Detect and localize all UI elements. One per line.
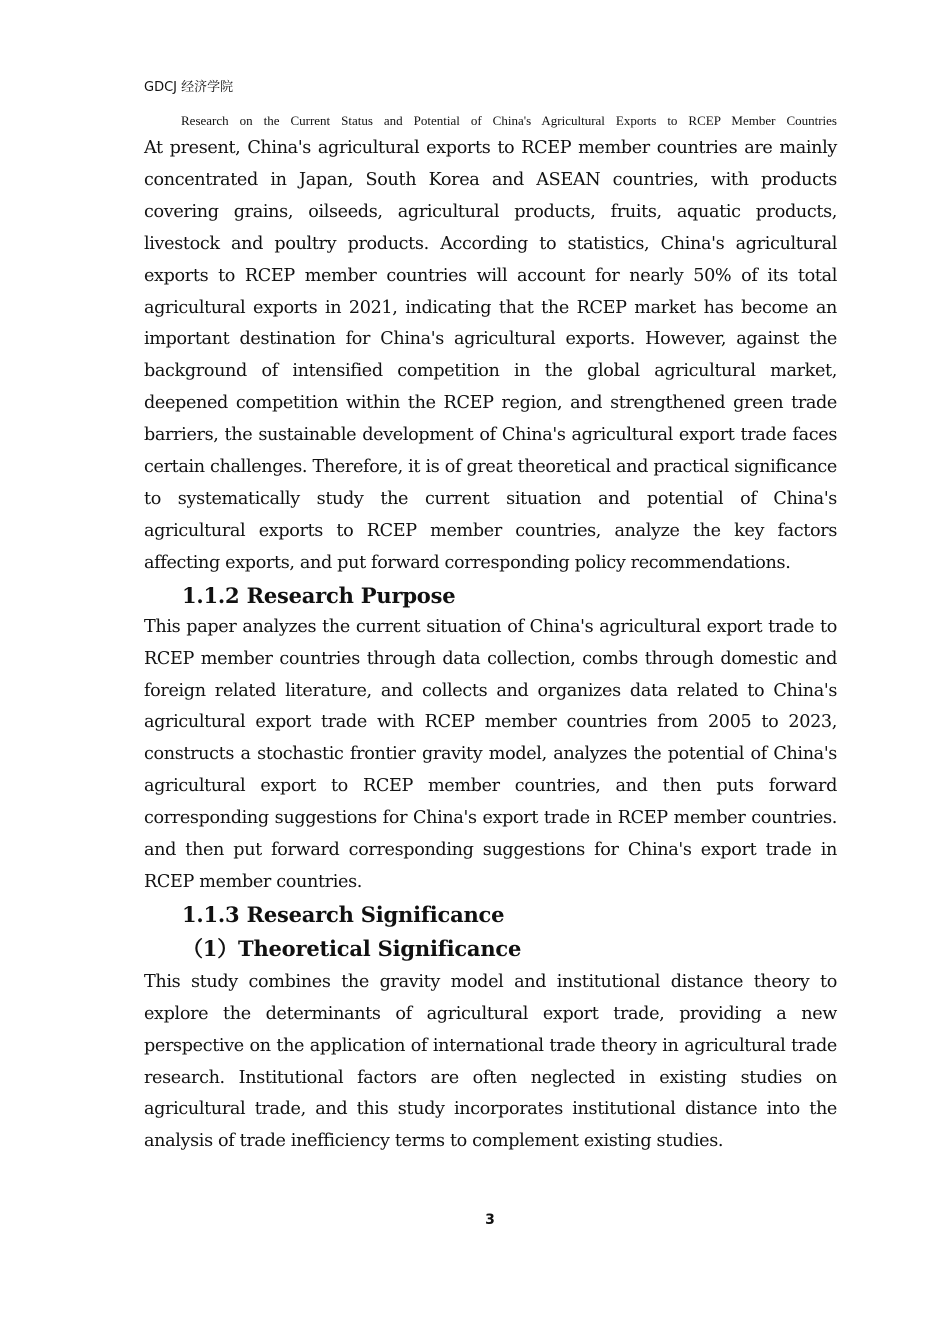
section-heading-research-significance: 1.1.3 Research Significance <box>182 901 505 927</box>
subsection-heading-theoretical-significance: （1）Theoretical Significance <box>182 935 522 961</box>
page-number: 3 <box>485 1212 495 1228</box>
header-organization: GDCJ 经济学院 <box>144 80 234 95</box>
research-purpose-paragraph: This paper analyzes the current situation of China's agricultural export trade to RCEP member countries through data collection, combs through domestic and foreign related literature, and collects and organizes data related to China's agricultural export trade with RCEP member countries from 2005 to 2023, constructs a stochastic frontier gravity model, analyzes the potential of China's agricultural export to RCEP member countries, and then puts forward corresponding suggestions for China's export trade in RCEP member countries. and then put forward corresponding suggestions for China's export trade in RCEP member countries. <box>144 616 837 892</box>
section-heading-research-purpose: 1.1.2 Research Purpose <box>182 582 456 608</box>
page-body <box>144 133 837 1158</box>
running-title: Research on the Current Status and Potential of China's Agricultural Exports to RCEP Member Countries <box>181 113 837 128</box>
theoretical-significance-paragraph: This study combines the gravity model and institutional distance theory to explore the determinants of agricultural export trade, providing a new perspective on the application of international trade theory in agricultural trade research. Institutional factors are often neglected in existing studies on agricultural trade, and this study incorporates institutional distance into the analysis of trade inefficiency terms to complement existing studies. <box>144 971 837 1152</box>
intro-paragraph: At present, China's agricultural exports to RCEP member countries are mainly concentrated in Japan, South Korea and ASEAN countries, with products covering grains, oilseeds, agricultural products, fruits, aquatic products, livestock and poultry products. According to statistics, China's agricultural exports to RCEP member countries will account for nearly 50% of its total agricultural exports in 2021, indicating that the RCEP market has become an important destination for China's agricultural exports. However, against the background of intensified competition in the global agricultural market, deepened competition within the RCEP region, and strengthened green trade barriers, the sustainable development of China's agricultural export trade faces certain challenges. Therefore, it is of great theoretical and practical significance to systematically study the current situation and potential of China's agricultural exports to RCEP member countries, analyze the key factors affecting exports, and put forward corresponding policy recommendations. <box>144 138 837 573</box>
